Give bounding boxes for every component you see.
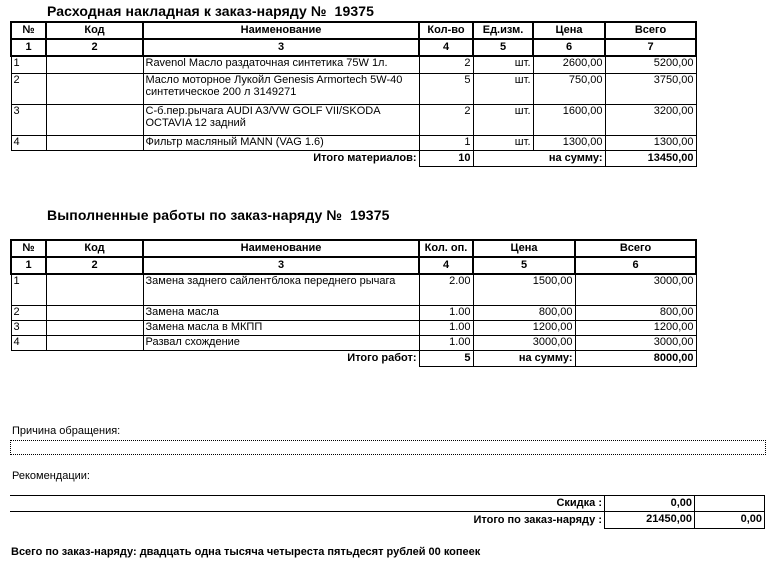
- row-price: 2600,00: [533, 56, 605, 73]
- row-total: 3750,00: [605, 73, 696, 104]
- row-code: [46, 320, 143, 335]
- row-num: 4: [11, 135, 46, 150]
- row-total: 3000,00: [575, 274, 696, 305]
- row-code: [46, 274, 143, 305]
- col-number: 7: [605, 39, 696, 56]
- col-number: 1: [11, 257, 46, 274]
- col-number: 2: [46, 257, 143, 274]
- row-name: Замена заднего сайлентблока переднего рычага: [143, 274, 419, 305]
- row-total: 800,00: [575, 305, 696, 320]
- materials-total-qty: 10: [419, 150, 473, 166]
- materials-total-sum: 13450,00: [605, 150, 696, 166]
- materials-total-row: [11, 150, 696, 166]
- row-unit: шт.: [473, 73, 533, 104]
- table-row: [11, 305, 696, 320]
- table-row: [11, 56, 696, 73]
- row-price: 1300,00: [533, 135, 605, 150]
- row-qty: 1: [419, 135, 473, 150]
- row-total: 1300,00: [605, 135, 696, 150]
- col-header-unit: Ед.изм.: [473, 22, 533, 39]
- row-name: Замена масла: [143, 305, 419, 320]
- row-num: 3: [11, 320, 46, 335]
- row-qty: 2: [419, 104, 473, 135]
- table-row: [11, 274, 696, 305]
- materials-title: Расходная накладная к заказ-наряду № 19375: [47, 3, 374, 19]
- col-header-qty: Кол. оп.: [419, 240, 473, 257]
- col-number: 6: [533, 39, 605, 56]
- row-unit: шт.: [473, 135, 533, 150]
- row-total: 1200,00: [575, 320, 696, 335]
- row-price: 1500,00: [473, 274, 575, 305]
- table-row: [11, 320, 696, 335]
- row-code: [46, 73, 143, 104]
- row-qty: 5: [419, 73, 473, 104]
- table-row: [11, 135, 696, 150]
- row-name: С-б.пер.рычага AUDI A3/VW GOLF VII/SKODA OCTAVIA 12 задний: [143, 104, 419, 135]
- col-header-total: Всего: [605, 22, 696, 39]
- row-num: 1: [11, 274, 46, 305]
- table-row: [11, 104, 696, 135]
- col-number: 3: [143, 257, 419, 274]
- row-code: [46, 335, 143, 350]
- materials-colnum-row: [11, 39, 696, 56]
- col-number: 5: [473, 257, 575, 274]
- discount-label: Скидка :: [556, 497, 602, 509]
- col-number: 1: [11, 39, 46, 56]
- materials-table: [10, 21, 697, 167]
- discount-value: 0,00: [604, 495, 695, 512]
- works-total-label: Итого работ:: [347, 351, 417, 364]
- materials-header-row: [11, 22, 696, 39]
- order-total-label: Итого по заказ-наряду :: [473, 514, 602, 526]
- row-unit: шт.: [473, 56, 533, 73]
- materials-sum-label: на сумму:: [473, 150, 605, 166]
- col-number: 6: [575, 257, 696, 274]
- row-qty: 2.00: [419, 274, 473, 305]
- row-price: 1200,00: [473, 320, 575, 335]
- reason-label: Причина обращения:: [12, 425, 121, 437]
- row-num: 1: [11, 56, 46, 73]
- summary-divider-middle: [10, 511, 604, 512]
- row-price: 3000,00: [473, 335, 575, 350]
- row-name: Фильтр масляный MANN (VAG 1.6): [143, 135, 419, 150]
- works-total-sum: 8000,00: [575, 350, 696, 366]
- col-header-num: №: [11, 22, 46, 39]
- row-num: 2: [11, 305, 46, 320]
- row-code: [46, 305, 143, 320]
- row-name: Развал схождение: [143, 335, 419, 350]
- col-number: 2: [46, 39, 143, 56]
- row-qty: 1.00: [419, 335, 473, 350]
- table-row: [11, 335, 696, 350]
- row-name: Замена масла в МКПП: [143, 320, 419, 335]
- works-table: [10, 239, 697, 367]
- row-price: 800,00: [473, 305, 575, 320]
- works-sum-label: на сумму:: [473, 350, 575, 366]
- works-colnum-row: [11, 257, 696, 274]
- row-num: 2: [11, 73, 46, 104]
- row-name: Ravenol Масло раздаточная синтетика 75W 1л.: [143, 56, 419, 73]
- row-qty: 2: [419, 56, 473, 73]
- total-in-words: Всего по заказ-наряду: двадцать одна тысяча четыреста пятьдесят рублей 00 копеек: [11, 546, 481, 558]
- table-row: [11, 73, 696, 104]
- col-header-price: Цена: [473, 240, 575, 257]
- row-price: 1600,00: [533, 104, 605, 135]
- row-num: 4: [11, 335, 46, 350]
- row-price: 750,00: [533, 73, 605, 104]
- col-header-name: Наименование: [143, 240, 419, 257]
- col-header-total: Всего: [575, 240, 696, 257]
- order-total-extra: 0,00: [694, 511, 765, 529]
- row-total: 5200,00: [605, 56, 696, 73]
- row-qty: 1.00: [419, 305, 473, 320]
- row-code: [46, 56, 143, 73]
- materials-total-label: Итого материалов:: [313, 151, 417, 164]
- row-name: Масло моторное Лукойл Genesis Armortech 5W-40 синтетическое 200 л 3149271: [143, 73, 419, 104]
- col-header-code: Код: [46, 22, 143, 39]
- col-header-price: Цена: [533, 22, 605, 39]
- col-number: 4: [419, 257, 473, 274]
- row-num: 3: [11, 104, 46, 135]
- row-total: 3200,00: [605, 104, 696, 135]
- row-qty: 1.00: [419, 320, 473, 335]
- works-title: Выполненные работы по заказ-наряду № 19375: [47, 207, 390, 223]
- row-code: [46, 135, 143, 150]
- col-header-num: №: [11, 240, 46, 257]
- col-header-qty: Кол-во: [419, 22, 473, 39]
- works-total-row: [11, 350, 696, 366]
- works-header-row: [11, 240, 696, 257]
- col-header-name: Наименование: [143, 22, 419, 39]
- col-number: 5: [473, 39, 533, 56]
- col-number: 3: [143, 39, 419, 56]
- works-total-qty: 5: [419, 350, 473, 366]
- recommendations-label: Рекомендации:: [12, 470, 90, 482]
- row-code: [46, 104, 143, 135]
- col-number: 4: [419, 39, 473, 56]
- row-unit: шт.: [473, 104, 533, 135]
- row-total: 3000,00: [575, 335, 696, 350]
- discount-extra: [694, 495, 765, 512]
- reason-field: [10, 440, 766, 455]
- col-header-code: Код: [46, 240, 143, 257]
- order-total-value: 21450,00: [604, 511, 695, 529]
